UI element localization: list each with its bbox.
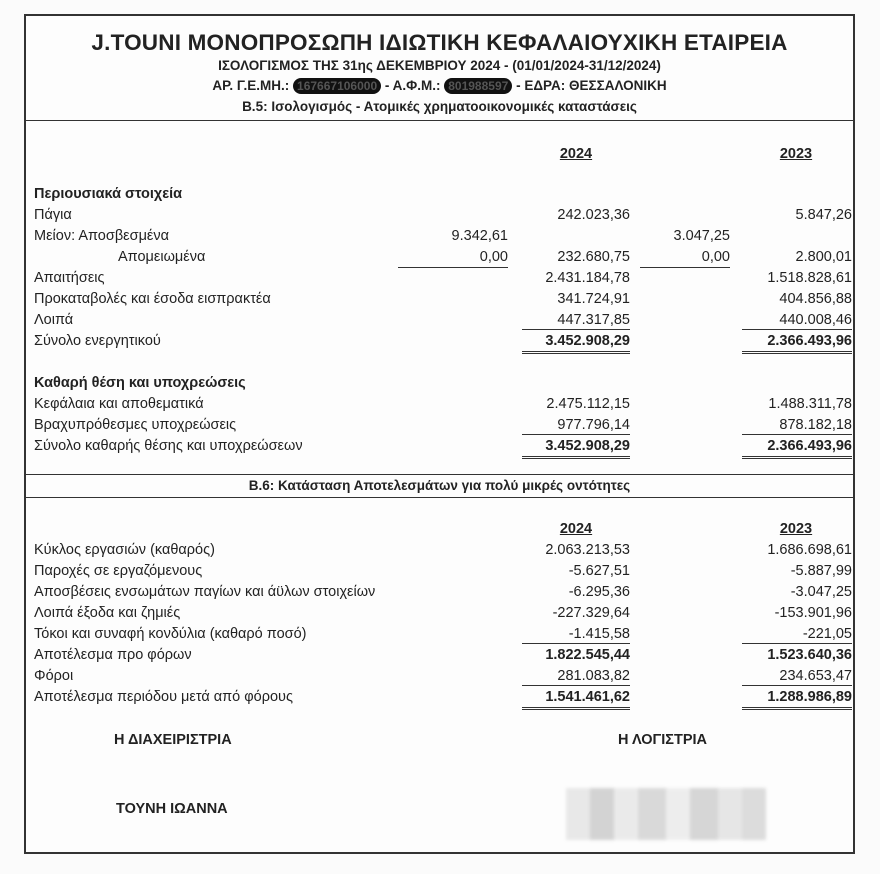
section-b5-title: Β.5: Ισολογισμός - Ατομικές χρηματοοικονομικές καταστάσεις	[242, 99, 637, 114]
value-2024: 2.475.112,15	[546, 396, 630, 412]
total-2023: 2.366.493,96	[767, 333, 852, 349]
value-2024: 2.063.213,53	[545, 542, 630, 558]
value-2023: 234.653,47	[779, 668, 852, 684]
underline	[742, 685, 852, 686]
underline	[522, 643, 630, 644]
table-row	[26, 394, 853, 414]
financial-statement-page	[24, 14, 855, 854]
sub-value-2023: 3.047,25	[673, 228, 730, 244]
row-label: Κεφάλαια και αποθεματικά	[34, 396, 204, 412]
value-2024: 2.431.184,78	[545, 270, 630, 286]
value-2023: 878.182,18	[779, 417, 852, 433]
manager-title: Η ΔΙΑΧΕΙΡΙΣΤΡΙΑ	[114, 732, 232, 748]
afm-label: - Α.Φ.Μ.:	[384, 78, 441, 93]
row-label: Φόροι	[34, 668, 74, 684]
row-label: Απομειωμένα	[118, 249, 206, 265]
balance-sheet-title: ΙΣΟΛΟΓΙΣΜΟΣ ΤΗΣ 31ης ΔΕΚΕΜΒΡΙΟΥ 2024 - (01/01/2024-31/12/2024)	[218, 58, 661, 73]
value-2023: -5.887,99	[790, 563, 852, 579]
value-2023: 1.488.311,78	[768, 396, 852, 412]
sub-value-2023: 0,00	[701, 249, 730, 265]
row-label: Μείον: Αποσβεσμένα	[34, 228, 170, 244]
sub-value-2024: 0,00	[479, 249, 508, 265]
total-assets-row	[26, 331, 853, 351]
double-underline	[522, 688, 630, 710]
net-result-row	[26, 687, 853, 707]
assets-heading: Περιουσιακά στοιχεία	[34, 186, 183, 202]
assets-heading-row	[26, 184, 853, 204]
header-divider	[26, 120, 853, 121]
value-2024: 242.023,36	[557, 207, 630, 223]
table-row	[26, 603, 853, 623]
results-year-current: 2024	[559, 521, 593, 537]
value-2024: -5.627,51	[568, 563, 630, 579]
value-2024: -1.415,58	[568, 626, 630, 642]
table-row	[26, 582, 853, 602]
row-label: Τόκοι και συναφή κονδύλια (καθαρό ποσό)	[34, 626, 307, 642]
value-2023: 404.856,88	[779, 291, 852, 307]
value-2024: 281.083,82	[557, 668, 630, 684]
balance-year-current: 2024	[559, 146, 593, 162]
liabilities-heading-row	[26, 373, 853, 393]
underline	[742, 329, 852, 330]
double-underline	[742, 688, 852, 710]
table-row	[26, 289, 853, 309]
table-row	[26, 624, 853, 644]
underline	[742, 434, 852, 435]
value-2023: -153.901,96	[774, 605, 852, 621]
section-divider	[26, 497, 853, 498]
value-2024: 977.796,14	[557, 417, 630, 433]
row-label: Λοιπά	[34, 312, 74, 328]
section-divider	[26, 474, 853, 475]
value-2023: -221,05	[802, 626, 852, 642]
table-row	[26, 540, 853, 560]
total-2023: 2.366.493,96	[767, 438, 852, 454]
total-2024: 3.452.908,29	[545, 438, 630, 454]
row-label: Σύνολο ενεργητικού	[34, 333, 161, 349]
double-underline	[742, 332, 852, 354]
accountant-title: Η ΛΟΓΙΣΤΡΙΑ	[618, 732, 707, 748]
table-row	[26, 561, 853, 581]
value-2023: 5.847,26	[795, 207, 852, 223]
manager-name: ΤΟΥΝΗ ΙΩΑΝΝΑ	[116, 801, 228, 817]
row-label: Απαιτήσεις	[34, 270, 105, 286]
value-2023: 1.523.640,36	[767, 647, 852, 663]
row-label: Αποσβέσεις ενσωμάτων παγίων και άϋλων στοιχείων	[34, 584, 376, 600]
gemi-redacted-value: 167667106000	[293, 78, 381, 94]
value-2024: -6.295,36	[568, 584, 630, 600]
value-2023: 440.008,46	[779, 312, 852, 328]
company-name: J.TOUNI ΜΟΝΟΠΡΟΣΩΠΗ ΙΔΙΩΤΙΚΗ ΚΕΦΑΛΑΙΟΥΧΙΚΗ ΕΤΑΙΡΕΙΑ	[91, 30, 788, 55]
results-year-previous: 2023	[779, 521, 813, 537]
row-label: Πάγια	[34, 207, 72, 223]
row-label: Αποτέλεσμα προ φόρων	[34, 647, 192, 663]
sub-value-2024: 9.342,61	[451, 228, 508, 244]
underline	[522, 685, 630, 686]
double-underline	[742, 437, 852, 459]
registration-line	[26, 78, 853, 94]
table-row	[26, 205, 853, 225]
afm-redacted-value: 801988597	[444, 78, 512, 94]
table-row	[26, 268, 853, 288]
table-row	[26, 666, 853, 686]
row-label: Κύκλος εργασιών (καθαρός)	[34, 542, 215, 558]
underline	[742, 643, 852, 644]
value-2024: 447.317,85	[557, 312, 630, 328]
row-label: Βραχυπρόθεσμες υποχρεώσεις	[34, 417, 237, 433]
value-2023: -3.047,25	[790, 584, 852, 600]
section-b6-title: Β.6: Κατάσταση Αποτελεσμάτων για πολύ μικρές οντότητες	[248, 478, 631, 493]
liabilities-heading: Καθαρή θέση και υποχρεώσεις	[34, 375, 246, 391]
value-2023: 1.288.986,89	[767, 689, 852, 705]
value-2024: 1.541.461,62	[545, 689, 630, 705]
value-2024: 341.724,91	[557, 291, 630, 307]
balance-year-previous: 2023	[779, 146, 813, 162]
row-label: Λοιπά έξοδα και ζημιές	[34, 605, 181, 621]
underline	[522, 329, 630, 330]
table-row	[26, 247, 853, 267]
value-2023: 1.686.698,61	[767, 542, 852, 558]
value-2023: 1.518.828,61	[767, 270, 852, 286]
double-underline	[522, 332, 630, 354]
row-label: Παροχές σε εργαζόμενους	[34, 563, 203, 579]
table-row	[26, 310, 853, 330]
value-2024: 232.680,75	[557, 249, 630, 265]
double-underline	[522, 437, 630, 459]
total-liabilities-row	[26, 436, 853, 456]
value-2024: 1.822.545,44	[545, 647, 630, 663]
balance-year-row	[26, 144, 853, 164]
pretax-row	[26, 645, 853, 665]
value-2024: -227.329,64	[552, 605, 630, 621]
table-row	[26, 415, 853, 435]
row-label: Προκαταβολές και έσοδα εισπρακτέα	[34, 291, 271, 307]
total-2024: 3.452.908,29	[545, 333, 630, 349]
results-year-row	[26, 519, 853, 539]
underline	[522, 434, 630, 435]
value-2023: 2.800,01	[795, 249, 852, 265]
gemi-label: ΑΡ. Γ.Ε.ΜΗ.:	[212, 78, 290, 93]
seat-label: - ΕΔΡΑ: ΘΕΣΣΑΛΟΝΙΚΗ	[516, 78, 667, 93]
row-label: Σύνολο καθαρής θέσης και υποχρεώσεων	[34, 438, 303, 454]
table-row	[26, 226, 853, 246]
redacted-signature	[566, 788, 766, 840]
row-label: Αποτέλεσμα περιόδου μετά από φόρους	[34, 689, 293, 705]
